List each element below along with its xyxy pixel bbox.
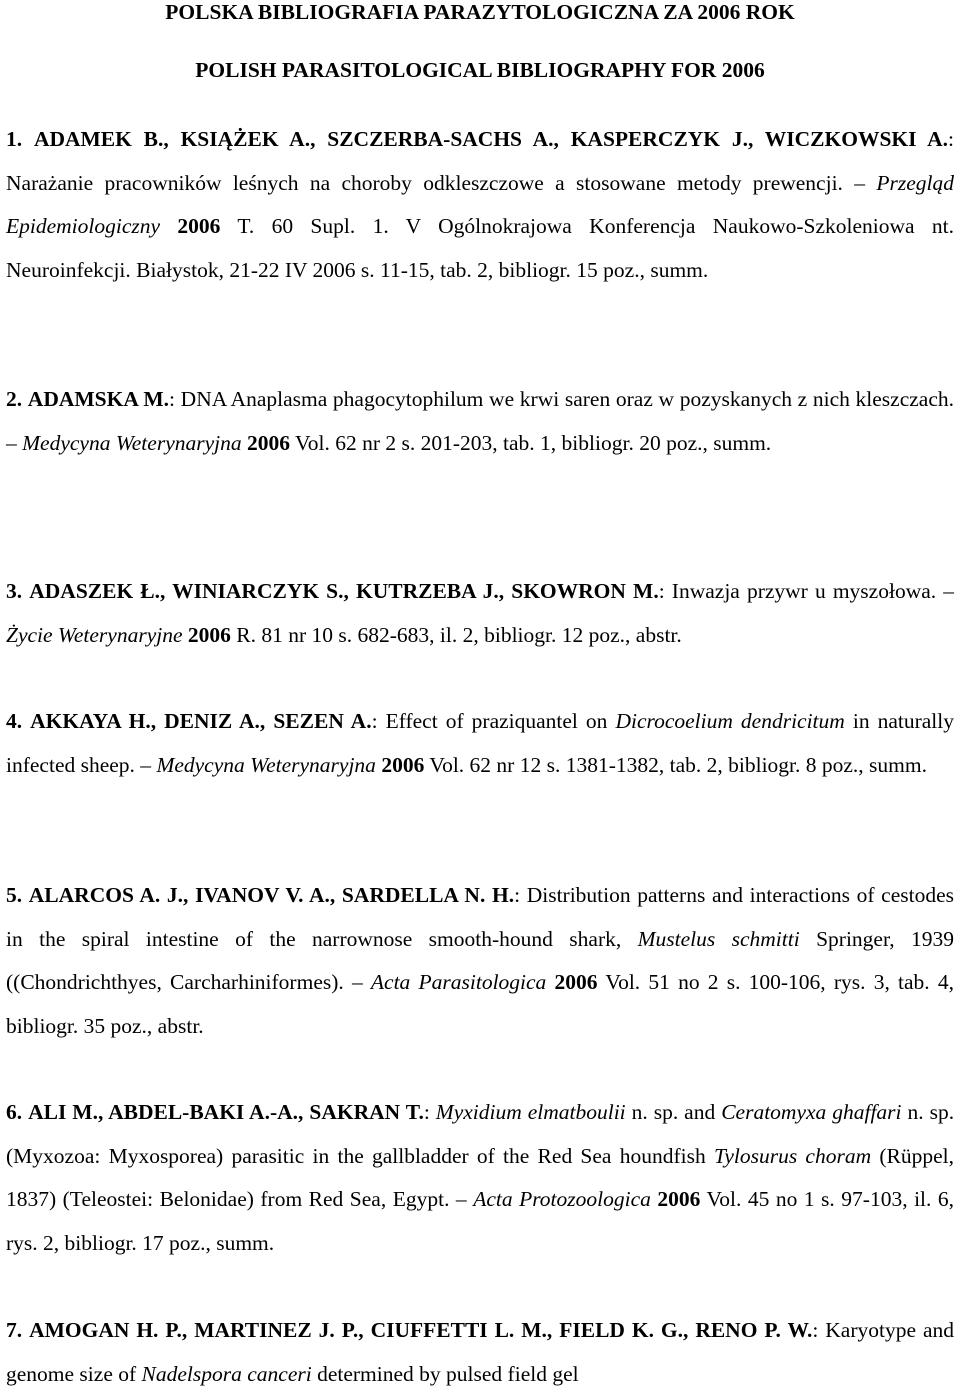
entry-journal: Acta Protozoologica (473, 1187, 651, 1212)
entry-colon: : (423, 1100, 430, 1124)
entry-authors: AKKAYA H., DENIZ A., SEZEN A. (30, 709, 372, 733)
entry-number: 4. (6, 709, 23, 733)
bibliography-entry-2 (6, 378, 954, 465)
entry-journal: Acta Parasitologica (370, 970, 547, 995)
entry-species: Dicrocoelium dendricitum (615, 709, 845, 733)
entry-number: 6. (6, 1100, 23, 1124)
entry-title: : Distribution patterns and interactions of cestodes in the spiral intestine of the narrownose smooth-hound shark, (6, 883, 954, 951)
entry-details: Vol. 62 nr 2 s. 201-203, tab. 1, bibliogr. 20 poz., summ. (295, 430, 772, 455)
entry-authors: ALI M., ABDEL-BAKI A.-A., SAKRAN T. (28, 1100, 424, 1124)
entry-species: Tylosurus choram (713, 1143, 872, 1168)
entry-species: Nadelspora canceri (141, 1361, 312, 1386)
entry-number: 7. (6, 1318, 23, 1342)
entry-authors: ALARCOS A. J., IVANOV V. A., SARDELLA N. H. (28, 883, 515, 907)
entry-number: 2. (6, 387, 23, 411)
entry-title-part: (Rüppel, 1837) (Teleostei: Belonidae) from Red Sea, Egypt. – (6, 1143, 955, 1212)
entry-details: Vol. 51 no 2 s. 100-106, rys. 3, tab. 4, bibliogr. 35 poz., abstr. (6, 970, 954, 1038)
entry-year: 2006 (247, 430, 290, 455)
entry-details: Vol. 45 no 1 s. 97-103, il. 6, rys. 2, bibliogr. 17 poz., summ. (6, 1187, 955, 1255)
entry-authors: ADASZEK Ł., WINIARCZYK S., KUTRZEBA J., SKOWRON M. (29, 579, 659, 603)
entry-year: 2006 (177, 214, 221, 239)
entry-year: 2006 (657, 1187, 701, 1212)
entry-details: Vol. 62 nr 12 s. 1381-1382, tab. 2, bibliogr. 8 poz., summ. (429, 752, 927, 777)
entry-number: 3. (6, 579, 23, 603)
entry-title: : Effect of praziquantel on (371, 709, 608, 733)
entry-title: : Inwazja przywr u myszołowa. – (658, 579, 955, 603)
entry-authors: AMOGAN H. P., MARTINEZ J. P., CIUFFETTI L. M., FIELD K. G., RENO P. W. (29, 1318, 813, 1342)
entry-species: Myxidium elmatboulii (435, 1100, 626, 1124)
bibliography-entry-5 (6, 874, 954, 1048)
entry-title: : Karyotype and genome size of (6, 1318, 954, 1386)
bibliography-entry-3 (6, 570, 954, 657)
entry-title-continued: in naturally infected sheep. – (6, 709, 955, 777)
entry-title-continued: determined by pulsed field gel (317, 1361, 579, 1386)
entry-title-part: n. sp. (Myxozoa: Myxosporea) parasitic in the gallbladder of the Red Sea houndfish (6, 1100, 955, 1168)
entry-title: : Narażanie pracowników leśnych na choroby odkleszczowe a stosowane metody prewencji. – (6, 127, 954, 195)
entry-year: 2006 (381, 752, 425, 777)
bibliography-entry-6 (6, 1091, 954, 1265)
entry-species: Mustelus schmitti (637, 926, 800, 951)
entry-species: Ceratomyxa ghaffari (721, 1100, 902, 1124)
entry-authors: ADAMEK B., KSIĄŻEK A., SZCZERBA-SACHS A., KASPERCZYK J., WICZKOWSKI A. (33, 127, 949, 151)
entry-title: : DNA Anaplasma phagocytophilum we krwi saren oraz w pozyskanych z nich kleszczach. – (6, 387, 955, 455)
entry-authors: ADAMSKA M. (27, 387, 170, 411)
bibliography-entry-7 (6, 1309, 954, 1396)
page-title-english: POLISH PARASITOLOGICAL BIBLIOGRAPHY FOR 2006 (195, 58, 765, 82)
entry-details: T. 60 Supl. 1. V Ogólnokrajowa Konferencja Naukowo-Szkoleniowa nt. Neuroinfekcji. Białystok, 21-22 IV 2006 s. 11-15, tab. 2, bibliogr. 15 poz., summ. (6, 214, 955, 282)
page-title-polish: POLSKA BIBLIOGRAFIA PARAZYTOLOGICZNA ZA 2006 ROK (165, 0, 795, 24)
entry-number: 5. (6, 883, 23, 907)
entry-year: 2006 (554, 970, 598, 995)
bibliography-entry-4 (6, 700, 954, 787)
entry-journal: Medycyna Weterynaryjna (156, 752, 376, 777)
entry-journal: Życie Weterynaryjne (6, 622, 183, 647)
entry-journal: Przegląd Epidemiologiczny (6, 170, 954, 239)
bibliography-entry-1 (6, 118, 954, 292)
entry-journal: Medycyna Weterynaryjna (22, 430, 242, 455)
entry-title-part: n. sp. and (631, 1100, 716, 1124)
entry-year: 2006 (187, 622, 231, 647)
entry-title-continued: Springer, 1939 ((Chondrichthyes, Carcharhiniformes). – (6, 926, 955, 995)
entry-details: R. 81 nr 10 s. 682-683, il. 2, bibliogr. 12 poz., abstr. (236, 622, 682, 647)
entry-number: 1. (6, 127, 23, 151)
